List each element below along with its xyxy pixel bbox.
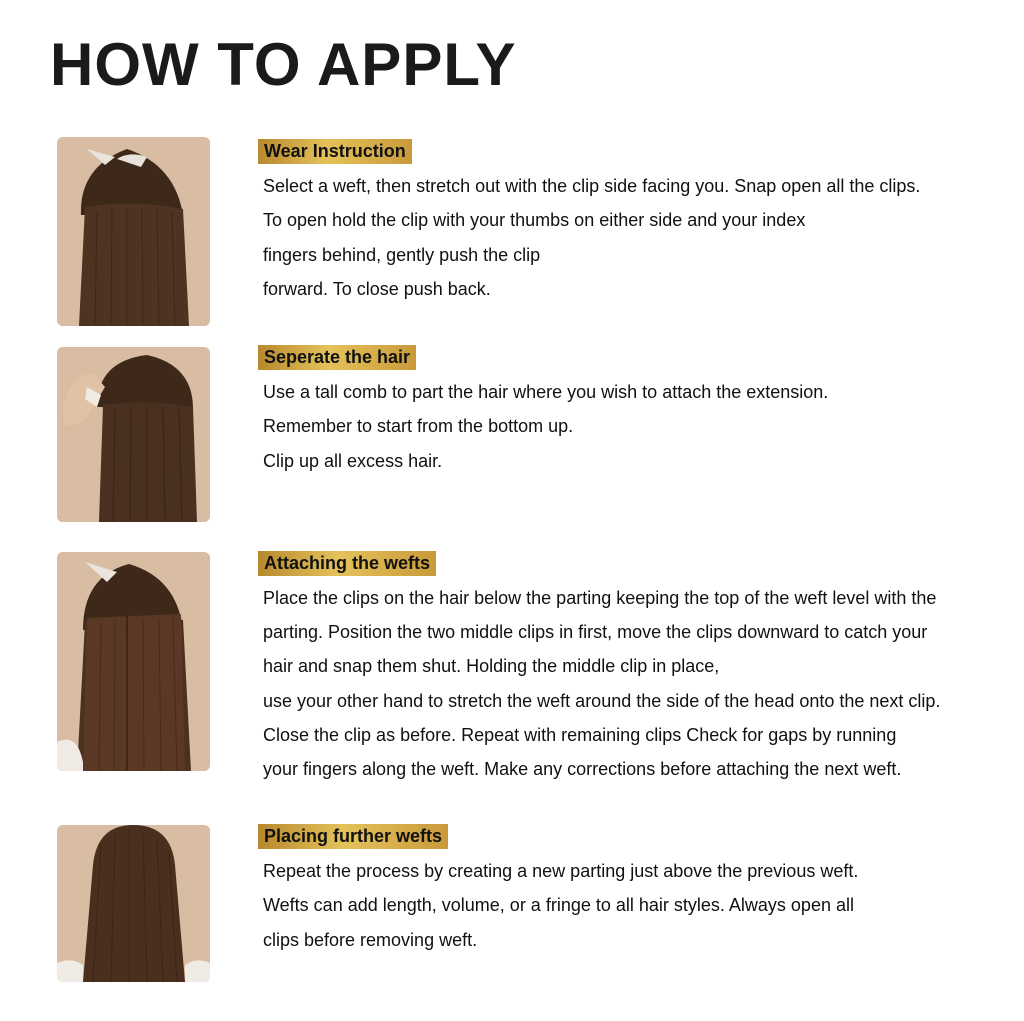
step-4-line-1: Repeat the process by creating a new parting just above the previous weft. <box>263 861 859 881</box>
step-2-line-3: Clip up all excess hair. <box>263 451 443 471</box>
step-1-line-2: To open hold the clip with your thumbs on either side and your index <box>263 210 806 230</box>
step-3-line-3: hair and snap them shut. Holding the middle clip in place, <box>263 656 720 676</box>
step-2-line-1: Use a tall comb to part the hair where you wish to attach the extension. <box>263 382 829 402</box>
step-4-photo <box>57 825 210 982</box>
step-3-line-5: Close the clip as before. Repeat with remaining clips Check for gaps by running <box>263 725 897 745</box>
step-1-heading: Wear Instruction <box>258 139 412 164</box>
step-1-line-3: fingers behind, gently push the clip <box>263 245 541 265</box>
page-title: HOW TO APPLY <box>50 31 517 98</box>
step-2-heading: Seperate the hair <box>258 345 416 370</box>
step-2-photo <box>57 347 210 522</box>
step-1-line-4: forward. To close push back. <box>263 279 491 299</box>
step-4-line-2: Wefts can add length, volume, or a fringe to all hair styles. Always open all <box>263 895 854 915</box>
step-3-heading: Attaching the wefts <box>258 551 436 576</box>
step-2-line-2: Remember to start from the bottom up. <box>263 416 574 436</box>
step-1-photo <box>57 137 210 326</box>
step-3-line-6: your fingers along the weft. Make any corrections before attaching the next weft. <box>263 759 902 779</box>
step-1-line-1: Select a weft, then stretch out with the clip side facing you. Snap open all the clips. <box>263 176 921 196</box>
step-4-line-3: clips before removing weft. <box>263 930 478 950</box>
step-3-line-4: use your other hand to stretch the weft around the side of the head onto the next clip. <box>263 691 941 711</box>
step-4-heading: Placing further wefts <box>258 824 448 849</box>
step-3-line-2: parting. Position the two middle clips in first, move the clips downward to catch your <box>263 622 928 642</box>
step-3-line-1: Place the clips on the hair below the parting keeping the top of the weft level with the <box>263 588 937 608</box>
step-3-photo <box>57 552 210 771</box>
